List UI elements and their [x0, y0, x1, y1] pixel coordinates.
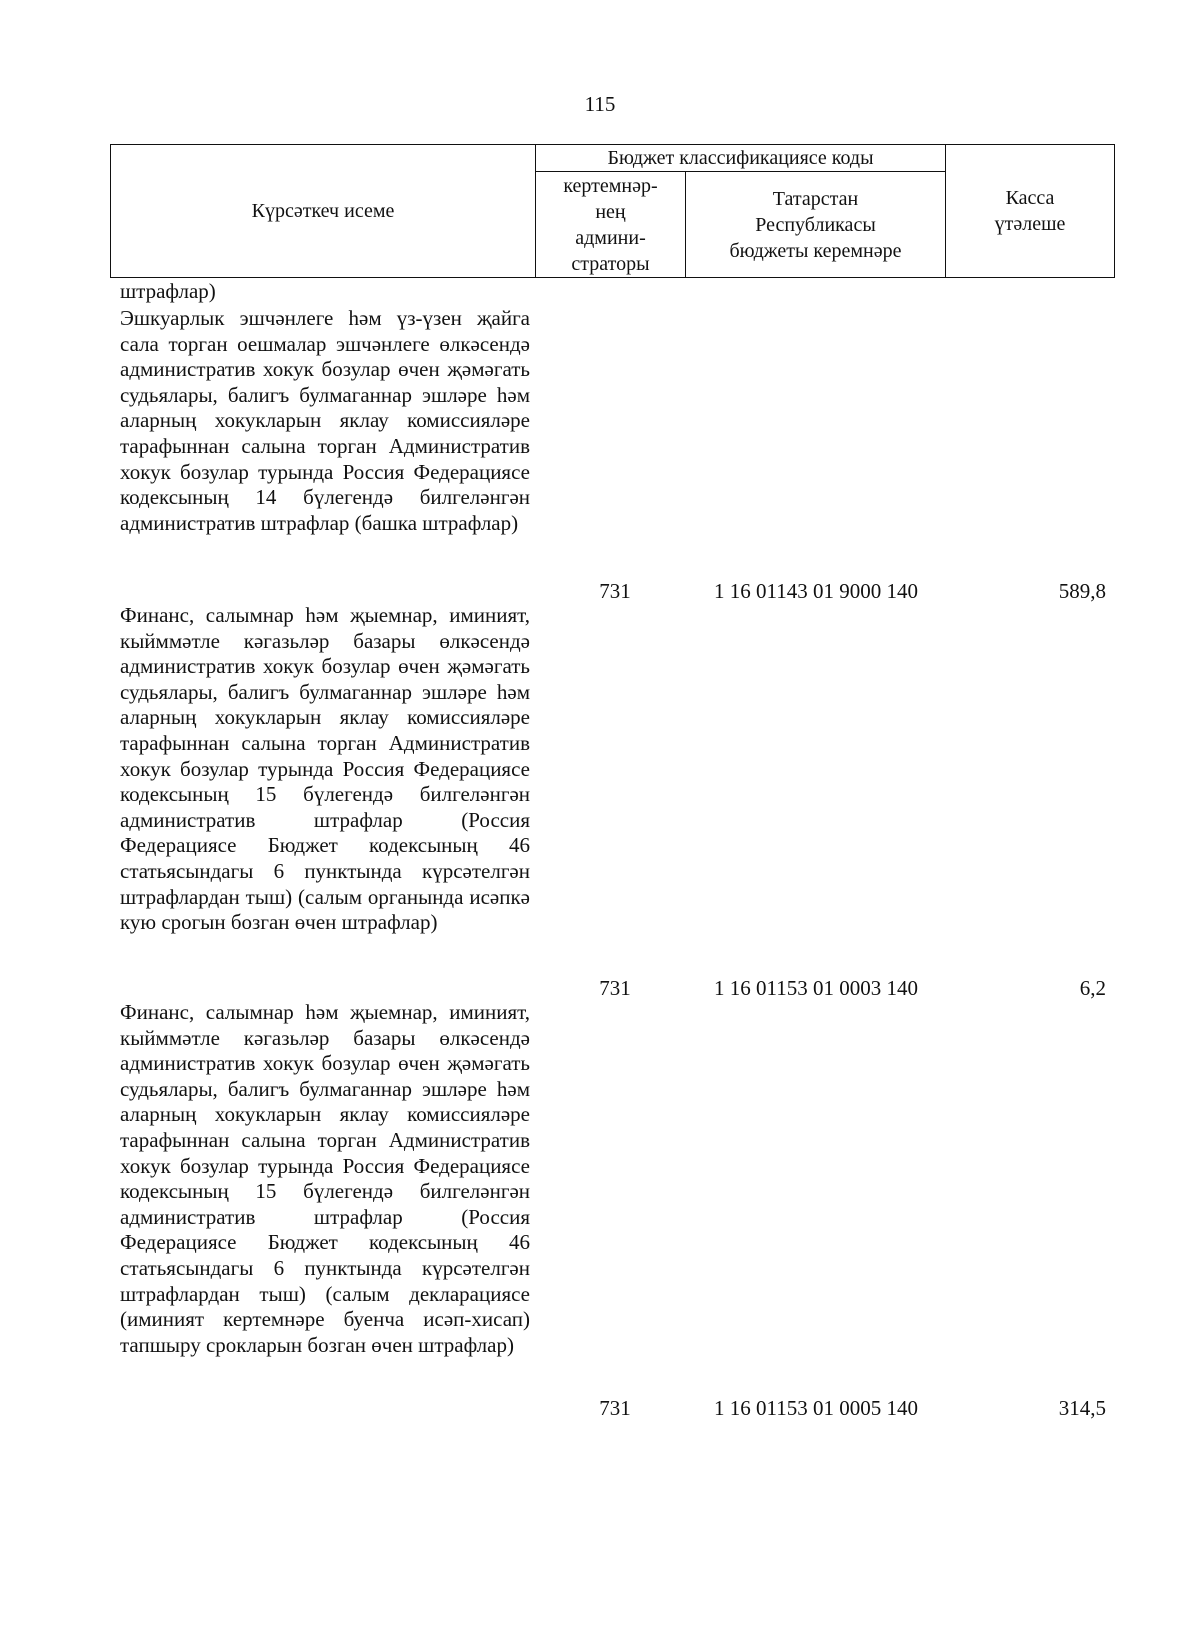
tatarstan-budget-revenues-header: Татарстан Республикасы бюджеты керемнәре	[686, 172, 946, 278]
row-description: Финанс, салымнар һәм җыемнар, иминият, кыйммәтле кәгазьләр базары өлкәсендә административ хокук бозулар өчен җәмәгать судьялары, балигъ булмаганнар эшләре һәм аларның хокукларын яклау комиссияләре тарафыннан салына торган Административ хокук бозулар турында Россия Федерациясе кодексының 15 бүлегендә билгеләнгән административ штрафлар (Россия Федерациясе Бюджет кодексының 46 статьясындагы 6 пунктында күрсәтелгән штрафлардан тыш) (салым органында исәпкә кую срогын бозган өчен штрафлар)	[120, 603, 530, 935]
row-budget-code: 1 16 01153 01 0005 140	[714, 1396, 918, 1420]
row-amount: 589,8	[1058, 579, 1106, 603]
budget-codes-group-header: Бюджет классификациясе коды	[536, 145, 946, 172]
row-admin-code: 731	[599, 579, 631, 603]
row-admin-code: 731	[599, 976, 631, 1000]
row-admin-code: 731	[599, 1396, 631, 1420]
row-description: Финанс, салымнар һәм җыемнар, иминият, кыйммәтле кәгазьләр базары өлкәсендә административ хокук бозулар өчен җәмәгать судьялары, балигъ булмаганнар эшләре һәм аларның хокукларын яклау комиссияләре тарафыннан салына торган Административ хокук бозулар турында Россия Федерациясе кодексының 15 бүлегендә билгеләнгән административ штрафлар (Россия Федерациясе Бюджет кодексының 46 статьясындагы 6 пунктында күрсәтелгән штрафлардан тыш) (салым декларациясе (иминият кертемнәре буенча исәп-хисап) тапшыру срокларын бозган өчен штрафлар)	[120, 1000, 530, 1357]
row-amount: 314,5	[1058, 1396, 1106, 1420]
row-amount: 6,2	[1079, 976, 1106, 1000]
row-description: Эшкуарлык эшчәнлеге һәм үз-үзен җайга сала торган оешмалар эшчәнлеге өлкәсендә административ хокук бозулар өчен җәмәгать судьялары, балигъ булмаганнар эшләре һәм аларның хокукларын яклау комиссияләре тарафыннан салына торган Административ хокук бозулар турында Россия Федерациясе кодексының 14 бүлегендә билгеләнгән административ штрафлар (башка штрафлар)	[120, 306, 530, 535]
indicator-name-header: Күрсәткеч исеме	[111, 145, 536, 278]
cash-execution-header: Касса үтәлеше	[946, 145, 1115, 278]
continuation-text: штрафлар)	[120, 279, 216, 303]
table-header	[110, 144, 1115, 278]
row-budget-code: 1 16 01153 01 0003 140	[714, 976, 918, 1000]
page-number: 115	[584, 92, 616, 116]
revenue-administrators-header: кертемнәр- нең админи- страторы	[536, 172, 686, 278]
row-budget-code: 1 16 01143 01 9000 140	[714, 579, 918, 603]
